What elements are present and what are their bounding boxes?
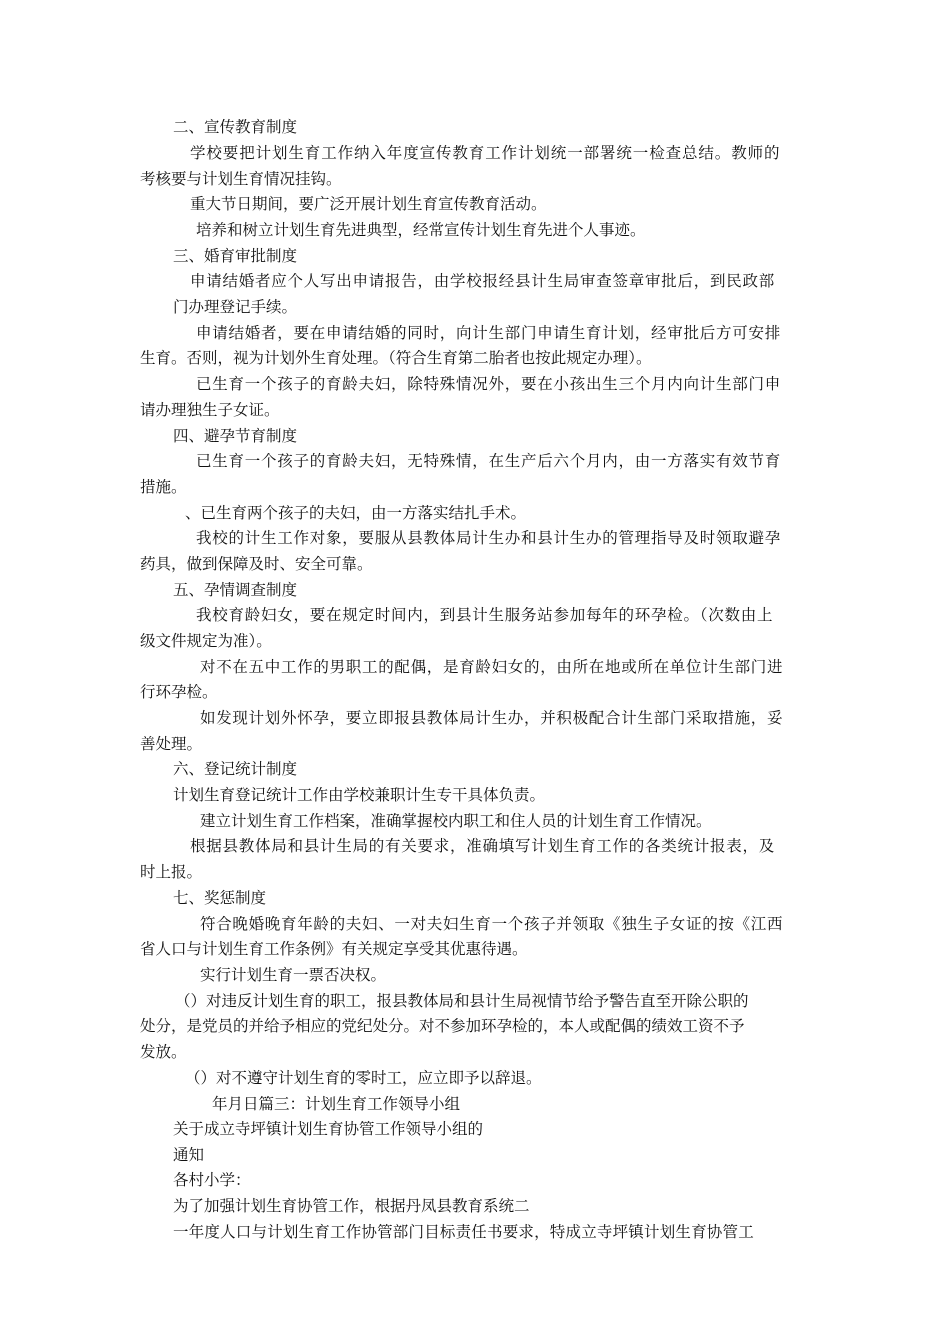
paragraph-line: 已生育一个孩子的育龄夫妇，无特殊情，在生产后六个月内，由一方落实有效节育 xyxy=(196,452,782,470)
paragraph-line: 为了加强计划生育协管工作，根据丹凤县教育系统二 xyxy=(173,1197,530,1215)
paragraph-line: 重大节日期间，要广泛开展计划生育宣传教育活动。 xyxy=(190,195,547,213)
section-heading-publicity: 二、宣传教育制度 xyxy=(173,118,298,136)
paragraph-line: 请办理独生子女证。 xyxy=(140,401,280,419)
paragraph-line: 如发现计划外怀孕，要立即报县教体局计生办，并积极配合计生部门采取措施，妥 xyxy=(200,709,784,727)
paragraph-line: 一年度人口与计划生育工作协管部门目标责任书要求，特成立寺坪镇计划生育协管工 xyxy=(173,1223,754,1241)
paragraph-line: 建立计划生育工作档案，准确掌握校内职工和住人员的计划生育工作情况。 xyxy=(200,812,712,830)
paragraph-line: 门办理登记手续。 xyxy=(173,298,298,316)
paragraph-line: 申请结婚者，要在申请结婚的同时，向计生部门申请生育计划，经审批后方可安排 xyxy=(196,324,782,342)
paragraph-line: 省人口与计划生育工作条例》有关规定享受其优惠待遇。 xyxy=(140,940,528,958)
paragraph-line: 实行计划生育一票否决权。 xyxy=(200,966,387,984)
section-heading-statistics: 六、登记统计制度 xyxy=(173,760,298,778)
paragraph-line: 已生育一个孩子的育龄夫妇，除特殊情况外，要在小孩出生三个月内向计生部门申 xyxy=(196,375,782,393)
section-heading-pregnancy: 五、孕情调查制度 xyxy=(173,581,298,599)
notice-title: 通知 xyxy=(173,1146,205,1164)
notice-title: 关于成立寺坪镇计划生育协管工作领导小组的 xyxy=(173,1120,484,1138)
paragraph-line: 对不在五中工作的男职工的配偶，是育龄妇女的，由所在地或所在单位计生部门进 xyxy=(200,658,784,676)
paragraph-line: 级文件规定为准）。 xyxy=(140,632,272,650)
paragraph-line: （）对不遵守计划生育的零时工，应立即予以辞退。 xyxy=(185,1069,542,1087)
paragraph-line: 申请结婚者应个人写出申请报告，由学校报经县计生局审查签章审批后，到民政部 xyxy=(190,272,776,290)
paragraph-line: 时上报。 xyxy=(140,863,203,881)
paragraph-line: 措施。 xyxy=(140,478,187,496)
paragraph-line: 、已生育两个孩子的夫妇，由一方落实结扎手术。 xyxy=(185,504,527,522)
paragraph-line: （）对违反计划生育的职工，报县教体局和县计生局视情节给予警告直至开除公职的 xyxy=(175,992,749,1010)
paragraph-line: 考核要与计划生育情况挂钩。 xyxy=(140,170,342,188)
paragraph-line: 我校育龄妇女，要在规定时间内，到县计生服务站参加每年的环孕检。（次数由上 xyxy=(196,606,774,624)
paragraph-line: 处分，是党员的并给予相应的党纪处分。对不参加环孕检的，本人或配偶的绩效工资不予 xyxy=(140,1017,745,1035)
section-heading-part-three: 年月日篇三：计划生育工作领导小组 xyxy=(212,1095,461,1113)
section-heading-rewards: 七、奖惩制度 xyxy=(173,889,267,907)
paragraph-line: 药具，做到保障及时、安全可靠。 xyxy=(140,555,373,573)
paragraph-line: 行环孕检。 xyxy=(140,683,218,701)
paragraph-line: 发放。 xyxy=(140,1043,187,1061)
paragraph-line: 我校的计生工作对象，要服从县教体局计生办和县计生办的管理指导及时领取避孕 xyxy=(196,529,782,547)
paragraph-line: 生育。否则，视为计划外生育处理。（符合生育第二胎者也按此规定办理）。 xyxy=(140,349,652,367)
notice-recipient: 各村小学： xyxy=(173,1171,251,1189)
paragraph-line: 学校要把计划生育工作纳入年度宣传教育工作计划统一部署统一检查总结。教师的 xyxy=(190,144,781,162)
section-heading-contraception: 四、避孕节育制度 xyxy=(173,427,298,445)
paragraph-line: 符合晚婚晚育年龄的夫妇、一对夫妇生育一个孩子并领取《独生子女证的按《江西 xyxy=(200,915,784,933)
section-heading-marriage: 三、婚育审批制度 xyxy=(173,247,298,265)
paragraph-line: 培养和树立计划生育先进典型，经常宣传计划生育先进个人事迹。 xyxy=(196,221,646,239)
paragraph-line: 善处理。 xyxy=(140,735,203,753)
paragraph-line: 计划生育登记统计工作由学校兼职计生专干具体负责。 xyxy=(173,786,546,804)
paragraph-line: 根据县教体局和县计生局的有关要求，准确填写计划生育工作的各类统计报表，及 xyxy=(190,837,776,855)
